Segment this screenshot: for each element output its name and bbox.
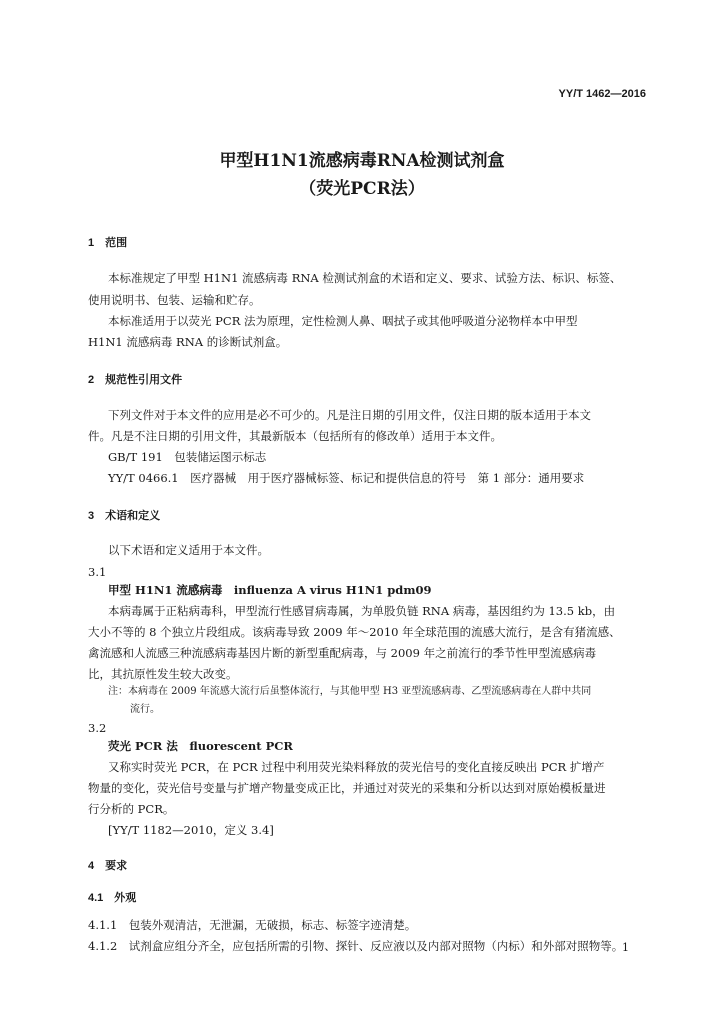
term-3-2-definition-line-2: 物量的变化，荧光信号变量与扩增产物量变成正比，并通过对荧光的采集和分析以达到对原始模板量进: [88, 781, 606, 795]
standard-code: YY/T 1462—2016: [558, 88, 646, 100]
normative-reference-2: YY/T 0466.1 医疗器械 用于医疗器械标签、标记和提供信息的符号 第 1 部分：通用要求: [108, 471, 585, 485]
section-2-paragraph-line-1: 下列文件对于本文件的应用是必不可少的。凡是注日期的引用文件，仅注日期的版本适用于本文: [108, 408, 591, 422]
section-1-heading: 1 范围: [88, 237, 128, 249]
section-4-heading: 4 要求: [88, 860, 128, 872]
section-3-intro: 以下术语和定义适用于本文件。: [108, 543, 269, 557]
section-1-paragraph-1-line-2: 使用说明书、包装、运输和贮存。: [88, 293, 261, 307]
term-3-2-title: 荧光 PCR 法 fluorescent PCR: [108, 739, 293, 753]
subsection-4-1-heading: 4.1 外观: [88, 892, 137, 904]
term-3-2-source: [YY/T 1182—2010，定义 3.4]: [108, 823, 274, 837]
document-subtitle: （荧光PCR法）: [299, 179, 425, 199]
document-title: 甲型H1N1流感病毒RNA检测试剂盒: [219, 151, 505, 171]
term-3-2-number: 3.2: [88, 721, 107, 735]
term-3-1-number: 3.1: [88, 565, 107, 579]
term-3-2-definition-line-3: 行分析的 PCR。: [88, 802, 175, 816]
normative-reference-1: GB/T 191 包装储运图示标志: [108, 450, 267, 464]
term-3-1-definition-line-2: 大小不等的 8 个独立片段组成。该病毒导致 2009 年～2010 年全球范围的流感大流行，是含有猪流感、: [88, 625, 621, 639]
term-3-2-definition-line-1: 又称实时荧光 PCR，在 PCR 过程中利用荧光染料释放的荧光信号的变化直接反映出 PCR 扩增产: [108, 760, 605, 774]
section-3-heading: 3 术语和定义: [88, 510, 161, 522]
page-number: 1: [622, 941, 629, 954]
term-3-1-note-line-1: 注：本病毒在 2009 年流感大流行后虽整体流行，与其他甲型 H3 亚型流感病毒、乙型流感病毒在人群中共同: [108, 686, 592, 697]
term-3-1-title: 甲型 H1N1 流感病毒 influenza A virus H1N1 pdm09: [108, 583, 432, 597]
term-3-1-definition-line-4: 比，其抗原性发生较大改变。: [88, 667, 238, 681]
section-1-paragraph-2-line-2: H1N1 流感病毒 RNA 的诊断试剂盒。: [88, 335, 288, 349]
term-3-1-definition-line-3: 禽流感和人流感三种流感病毒基因片断的新型重配病毒，与 2009 年之前流行的季节性甲型流感病毒: [88, 646, 597, 660]
clause-4-1-1: 4.1.1 包装外观清洁，无泄漏，无破损，标志、标签字迹清楚。: [88, 918, 417, 932]
section-2-paragraph-line-2: 件。凡是不注日期的引用文件，其最新版本（包括所有的修改单）适用于本文件。: [88, 429, 502, 443]
section-1-paragraph-1-line-1: 本标准规定了甲型 H1N1 流感病毒 RNA 检测试剂盒的术语和定义、要求、试验方法、标识、标签、: [108, 271, 622, 285]
term-3-1-definition-line-1: 本病毒属于正粘病毒科，甲型流行性感冒病毒属，为单股负链 RNA 病毒，基因组约为 13.5 kb，由: [108, 604, 616, 618]
section-1-paragraph-2-line-1: 本标准适用于以荧光 PCR 法为原理，定性检测人鼻、咽拭子或其他呼吸道分泌物样本中甲型: [108, 314, 578, 328]
clause-4-1-2: 4.1.2 试剂盒应组分齐全，应包括所需的引物、探针、反应液以及内部对照物（内标）和外部对照物等。: [88, 939, 624, 953]
section-2-heading: 2 规范性引用文件: [88, 374, 183, 386]
term-3-1-note-line-2: 流行。: [130, 704, 160, 715]
